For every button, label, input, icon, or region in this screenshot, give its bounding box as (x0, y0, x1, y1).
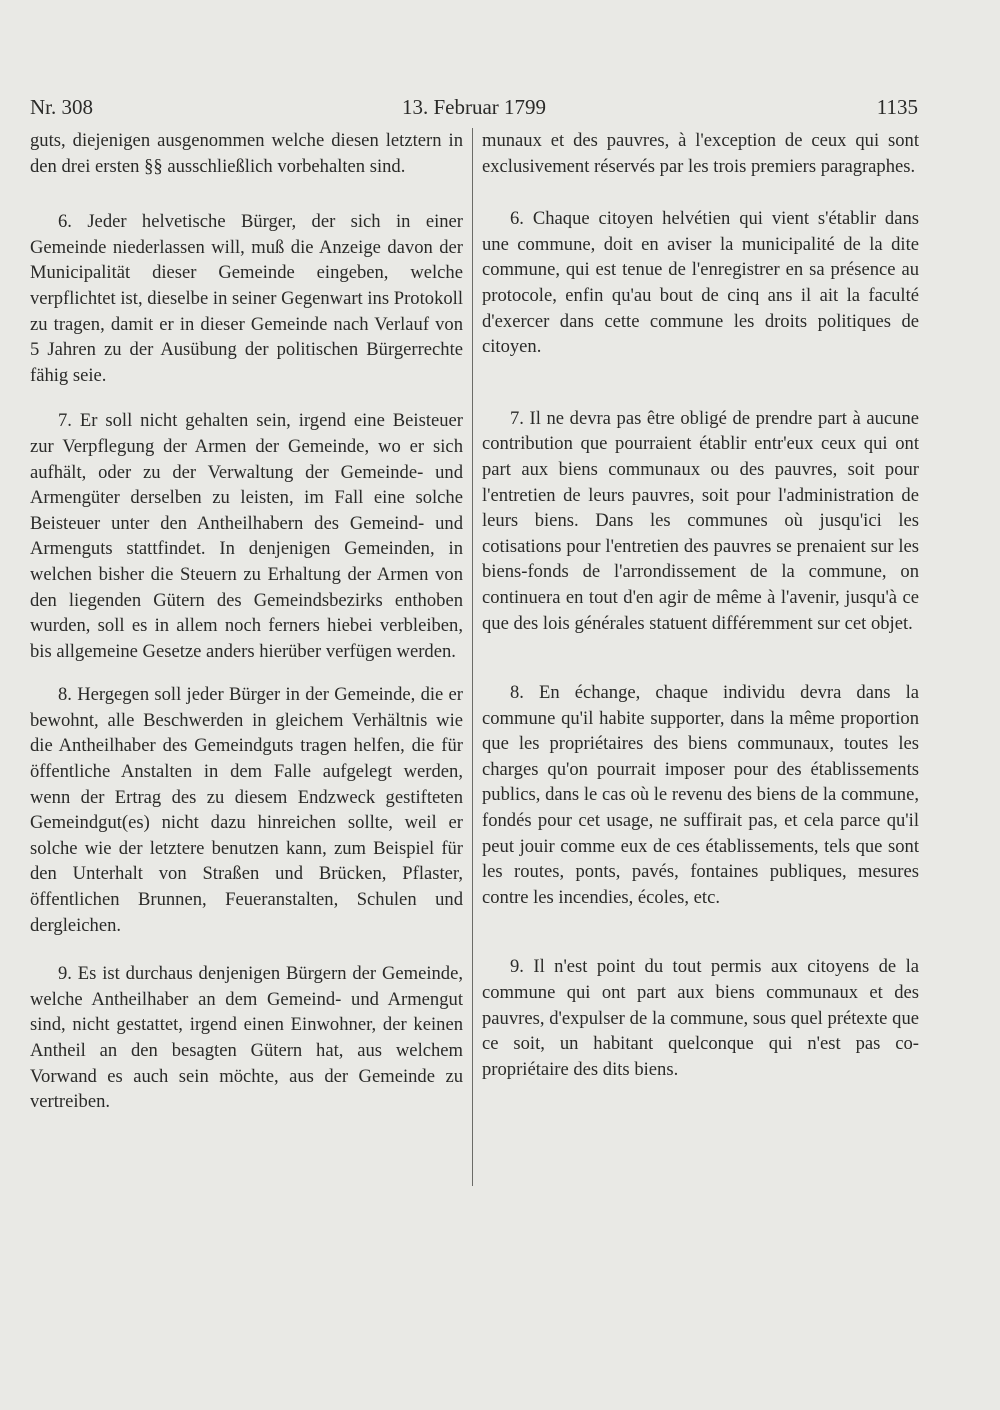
german-paragraph-continued: guts, diejenigen ausgenommen welche diesen letztern in den drei ersten §§ ausschließlich vorbehalten sind. (30, 130, 463, 177)
page-number: 1135 (876, 95, 918, 119)
german-paragraph-6: 6. Jeder helvetische Bürger, der sich in einer Gemeinde niederlassen will, muß die Anzeige davon der Municipalität dieser Gemeinde eingeben, welche verpflichtet ist, dieselbe in seiner Gegenwart ins Protokoll zu tragen, damit er in dieser Gemeinde nach Verlauf von 5 Jahren zu der Ausübung der politischen Bürgerrechte fähig seie. (30, 211, 463, 386)
german-paragraph-9: 9. Es ist durchaus denjenigen Bürgern der Gemeinde, welche Antheilhaber an dem Gemeind- und Armengut sind, nicht gestattet, irgend einen Einwohner, der keinen Antheil an den besagten Gütern hat, aus welchem Vorwand es auch sein möchte, aus der Gemeinde zu vertreiben. (30, 963, 463, 1113)
french-paragraph-8: 8. En échange, chaque individu devra dans la commune qu'il habite supporter, dans la même proportion que les propriétaires des biens communaux, toutes les charges qu'on pourrait imposer pour des établissements publics, dans le cas où le revenu des biens de la commune, fondés pour cet usage, ne suffirait pas, et cela parce qu'il peut jouir comme eux de ces établissements, tels que sont les routes, ponts, pavés, fontaines publiques, mesures contre les incendies, écoles, etc. (482, 682, 919, 908)
german-column (30, 128, 463, 1115)
french-column (482, 128, 919, 1082)
french-paragraph-7: 7. Il ne devra pas être obligé de prendre part à aucune contribution que pourraient établir entr'eux ceux qui ont part aux biens communaux ou des pauvres, soit pour l'entretien de leurs pauvres, soit pour l'administration de leurs biens. Dans les communes où jusqu'ici les cotisations pour l'entretien des pauvres se prenaient sur les biens-fonds de l'arrondissement de la commune, on continuera en tout d'en agir de même à l'avenir, jusqu'à ce que des lois générales statuent différemment sur cet objet. (482, 407, 919, 634)
german-paragraph-8: 8. Hergegen soll jeder Bürger in der Gemeinde, die er bewohnt, alle Beschwerden in gleichem Verhältnis wie die Antheilhaber des Gemeindguts tragen helfen, die für öffentliche Anstalten in dem Falle aufgelegt werden, wenn der Ertrag des zu diesem Endzweck gestifteten Gemeindgut(es) nicht dazu hinreichen sollte, weil er solche wie der letztere benutzen kann, zum Beispiel für den Unterhalt von Straßen und Brücken, Pflaster, öffentlichen Brunnen, Feueranstalten, Schulen und dergleichen. (30, 684, 463, 936)
document-date: 13. Februar 1799 (401, 95, 547, 119)
french-paragraph-6: 6. Chaque citoyen helvétien qui vient s'établir dans une commune, doit en aviser la municipalité de la dite commune, qui est tenue de l'enregistrer en sa présence au protocole, enfin qu'au bout de cinq ans il ait la faculté d'exercer dans cette commune les droits politiques de citoyen. (482, 208, 919, 358)
column-divider (472, 128, 473, 1186)
french-paragraph-9: 9. Il n'est point du tout permis aux citoyens de la commune qui ont part aux biens communaux et des pauvres, d'expulser de la commune, sous quel prétexte que ce soit, un habitant quelconque qui n'est pas co-propriétaire des dits biens. (482, 956, 919, 1080)
page-header (30, 92, 918, 122)
german-paragraph-7: 7. Er soll nicht gehalten sein, irgend eine Beisteuer zur Verpflegung der Armen der Gemeinde, wo er sich aufhält, oder zu der Verwaltung der Gemeinde- und Armengüter derselben zu leisten, im Fall eine solche Beisteuer unter den Antheilhabern des Gemeind- und Armenguts stattfindet. In denjenigen Gemeinden, in welchen bisher die Steuern zu Erhaltung der Armen von den liegenden Gütern des Gemeindsbezirks enthoben wurden, soll es in allem noch ferners hiebei verbleiben, bis allgemeine Gesetze anders hierüber verfügen werden. (30, 410, 463, 662)
document-number: Nr. 308 (30, 95, 93, 119)
french-paragraph-continued: munaux et des pauvres, à l'exception de ceux qui sont exclusivement réservés par les trois premiers paragraphes. (482, 130, 919, 177)
